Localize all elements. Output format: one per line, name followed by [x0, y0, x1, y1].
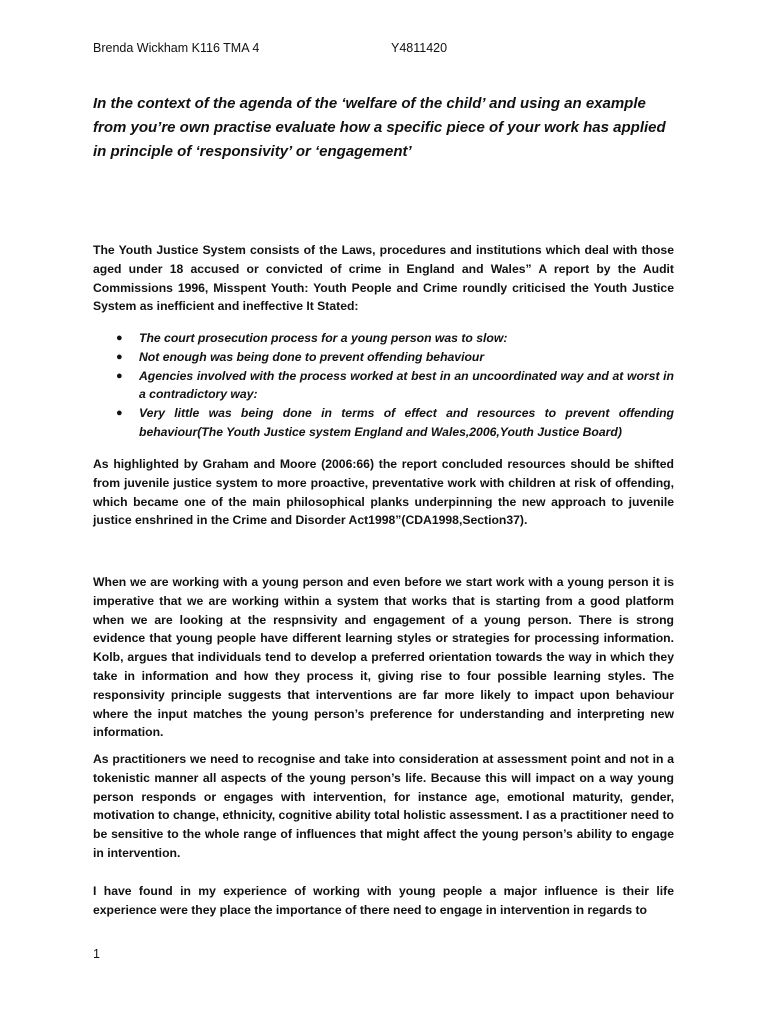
bullet-item-3: [110, 367, 674, 405]
paragraph-4: As practitioners we need to recognise and take into consideration at assessment point and not in a tokenistic manner all aspects of the young person’s life. Because this will impact on a way young person responds or engages with intervention, for instance age, emotional maturity, gender, motivation to change, ethnicity, cognitive ability total holistic assessment. I as a practitioner need to be sensitive to the whole range of influences that might affect the young person’s ability to engage in intervention.: [93, 752, 674, 860]
bullet-icon: ●: [116, 369, 123, 382]
bullet-icon: ●: [116, 350, 123, 363]
bullet-text-1: The court prosecution process for a young person was to slow:: [139, 331, 508, 345]
paragraph-2: As highlighted by Graham and Moore (2006:66) the report concluded resources should be shifted from juvenile justice system to more proactive, preventative work with children at risk of offending, which became one of the main philosophical planks underpinning the new approach to juvenile justice enshrined in the Crime and Disorder Act1998”(CDA1998,Section37).: [93, 457, 674, 528]
paragraph-5: I have found in my experience of working with young people a major influence is their life experience were they place the importance of there need to engage in intervention in regards to: [93, 884, 674, 917]
bullet-icon: ●: [116, 407, 123, 420]
bullet-icon: ●: [116, 332, 123, 344]
bullet-text-2: Not enough was being done to prevent offending behaviour: [139, 349, 485, 364]
criticism-bullet-list: [110, 329, 674, 442]
paragraph-3: When we are working with a young person and even before we start work with a young person it is imperative that we are working within a system that works that is starting from a good platform when we are looking at the respnsivity and engagement of a young person. There is strong evidence that young people have different learning styles or strategies for processing information. Kolb, argues that individuals tend to develop a preferred orientation towards the way in which they take in information and how they process it, giving rise to four possible learning styles. The responsivity principle suggests that interventions are far more likely to impact upon behaviour where the input matches the young person’s preference for understanding and interpreting new information.: [93, 575, 674, 740]
header-author-course: Brenda Wickham K116 TMA 4: [93, 41, 260, 55]
bullet-text-4: Very little was being done in terms of effect and resources to prevent offending behaviour(The Youth Justice system England and Wales,2006,Youth Justice Board): [139, 406, 674, 439]
bullet-item-4: [110, 404, 674, 442]
essay-title: In the context of the agenda of the ‘welfare of the child’ and using an example from you’re own practise evaluate how a specific piece of your work has applied in principle of ‘responsivity’ or ‘engagement’: [93, 95, 666, 160]
page-number: 1: [93, 947, 100, 961]
header-student-id: Y4811420: [391, 41, 448, 55]
bullet-item-2: [110, 348, 674, 367]
page-header: [93, 41, 693, 61]
bullet-item-1: [110, 329, 674, 348]
paragraph-1: The Youth Justice System consists of the Laws, procedures and institutions which deal with those aged under 18 accused or convicted of crime in England and Wales” A report by the Audit Commissions 1996, Misspent Youth: Youth People and Crime roundly criticised the Youth Justice System as inefficient and ineffective It Stated:: [93, 243, 674, 314]
bullet-text-3: Agencies involved with the process worked at best in an uncoordinated way and at worst in a contradictory way:: [139, 368, 674, 402]
